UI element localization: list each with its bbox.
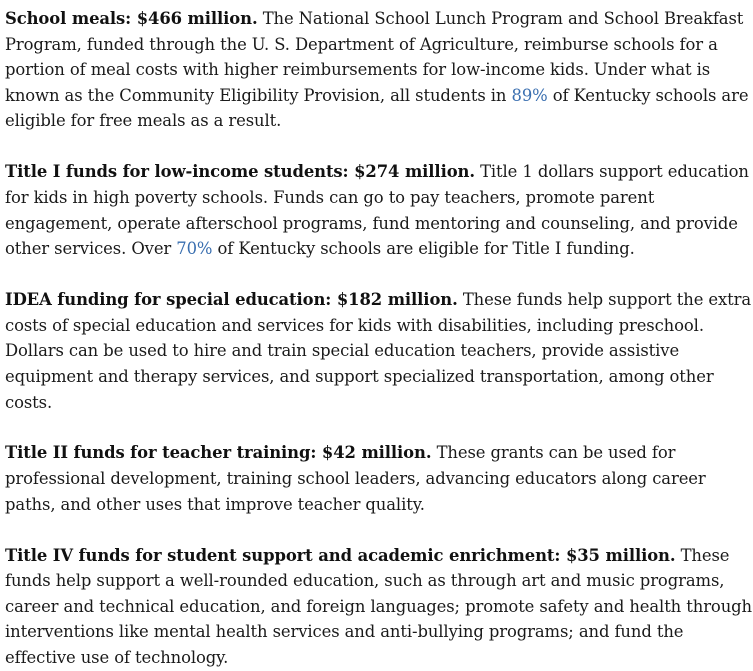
paragraph-title-ii	[5, 440, 753, 517]
title-ii-text: These grants can be used for professional development, training school leaders, advancing educators along career paths, and other uses that improve teacher quality.	[5, 443, 706, 514]
idea-text: These funds help support the extra costs of special education and services for kids with disabilities, including preschool. Dollars can be used to hire and train special education teachers, provide assistive equipment and therapy services, and support specialized transportation, among other costs.	[5, 290, 752, 412]
paragraph-school-meals	[5, 6, 753, 134]
title-iv-text: These funds help support a well-rounded education, such as through art and music programs, career and technical education, and foreign languages; promote safety and health through interventions like mental health services and anti-bullying programs; and fund the effective use of technology.	[5, 545, 753, 668]
paragraph-title-i	[5, 159, 753, 261]
title-i-heading: Title I funds for low-income students: $274 million.	[5, 162, 475, 182]
paragraph-idea	[5, 287, 753, 415]
title-i-70-percent-link[interactable]: 70%	[176, 239, 213, 259]
school-meals-89-percent-link[interactable]: 89%	[511, 85, 548, 105]
title-i-text-before: Title 1 dollars support education for kids in high poverty schools. Funds can go to pay teachers, promote parent engagement, operate afterschool programs, fund mentoring and counseling, and provide other services. Over	[5, 162, 749, 259]
idea-heading: IDEA funding for special education: $182 million.	[5, 290, 458, 310]
school-meals-heading: School meals: $466 million.	[5, 9, 258, 28]
school-meals-text-after: of Kentucky schools are eligible for free meals as a result.	[5, 85, 749, 131]
title-ii-heading: Title II funds for teacher training: $42 million.	[5, 443, 432, 463]
school-meals-text-before: The National School Lunch Program and School Breakfast Program, funded through the U. S. Department of Agriculture, reimburse schools for a portion of meal costs with higher reimbursements for low-income kids. Under what is known as the Community Eligibility Provision, all students in	[5, 9, 744, 105]
title-i-text-after: of Kentucky schools are eligible for Title I funding.	[212, 239, 635, 259]
paragraph-title-iv	[5, 543, 753, 671]
title-iv-heading: Title IV funds for student support and academic enrichment: $35 million.	[5, 545, 676, 565]
